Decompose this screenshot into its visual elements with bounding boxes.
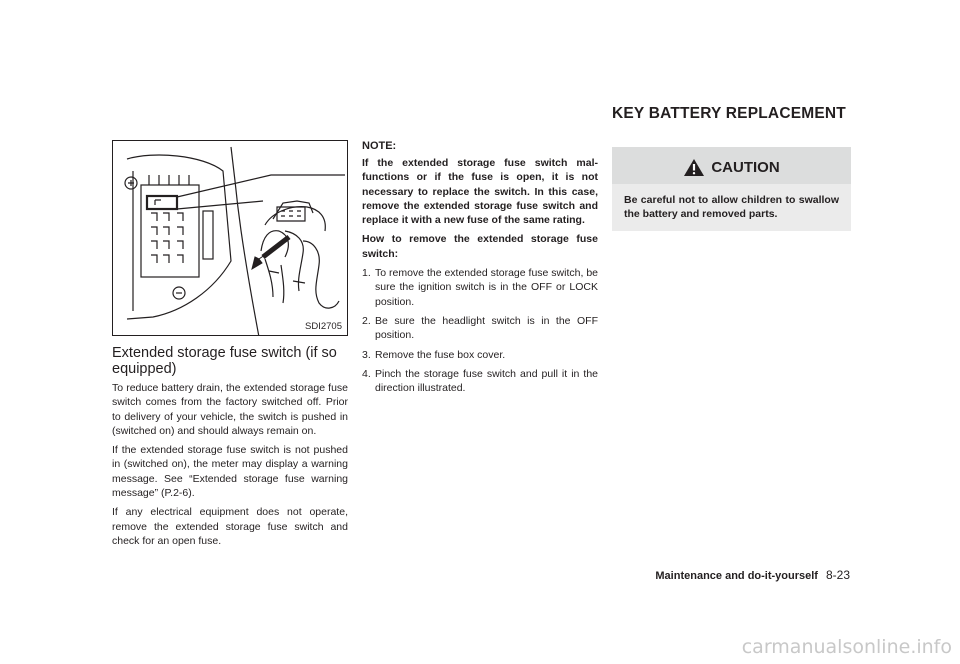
- caution-header: [612, 147, 851, 184]
- page-footer: [655, 568, 850, 582]
- list-item: 1. To remove the extended storage fuse switch, be sure the ignition switch is in the OFF or LOCK position.: [362, 267, 598, 308]
- list-item: 4. Pinch the storage fuse switch and pull it in the direction illustrated.: [362, 367, 598, 395]
- howto-heading: How to remove the extended storage fuse switch:: [362, 233, 598, 260]
- page-number: 8-23: [825, 568, 850, 582]
- section-subheading: Extended storage fuse switch (if so equipped): [112, 345, 337, 377]
- list-item: 3. Remove the fuse box cover.: [362, 348, 506, 361]
- caution-text: Be careful not to allow children to swallow the battery and removed parts.: [612, 184, 851, 231]
- fuse-switch-illustration: [112, 140, 348, 336]
- list-item: 2. Be sure the headlight switch is in the OFF position.: [362, 314, 598, 342]
- paragraph: If any electrical equipment does not operate, remove the extended storage fuse switch and check for an open fuse.: [112, 506, 348, 547]
- left-column: [112, 140, 348, 553]
- right-column: [612, 105, 852, 231]
- note-text: If the extended storage fuse switch mal-functions or if the fuse is open, it is not necessary to replace the switch. In this case, remove the extended storage fuse switch and replace it with a new fuse of the same rating.: [362, 157, 598, 227]
- footer-section: Maintenance and do-it-yourself: [655, 570, 818, 582]
- warning-triangle-icon: [683, 158, 705, 177]
- steps-list: [362, 266, 598, 395]
- middle-column: [362, 140, 598, 400]
- paragraph: To reduce battery drain, the extended storage fuse switch comes from the factory switched off. Prior to delivery of your vehicle, the switch is pushed in (switched on) and should always remain on.: [112, 382, 348, 437]
- watermark: carmanualsonline.info: [741, 636, 952, 658]
- fuse-box-drawing: [113, 141, 347, 335]
- section-title: KEY BATTERY REPLACEMENT: [612, 105, 846, 122]
- figure-code: SDI2705: [305, 321, 342, 332]
- note-label: NOTE:: [362, 140, 397, 152]
- caution-box: [612, 147, 851, 231]
- caution-label: CAUTION: [711, 159, 780, 176]
- paragraph: If the extended storage fuse switch is not pushed in (switched on), the meter may display a warning message. See “Extended storage fuse warning message” (P.2-6).: [112, 444, 348, 500]
